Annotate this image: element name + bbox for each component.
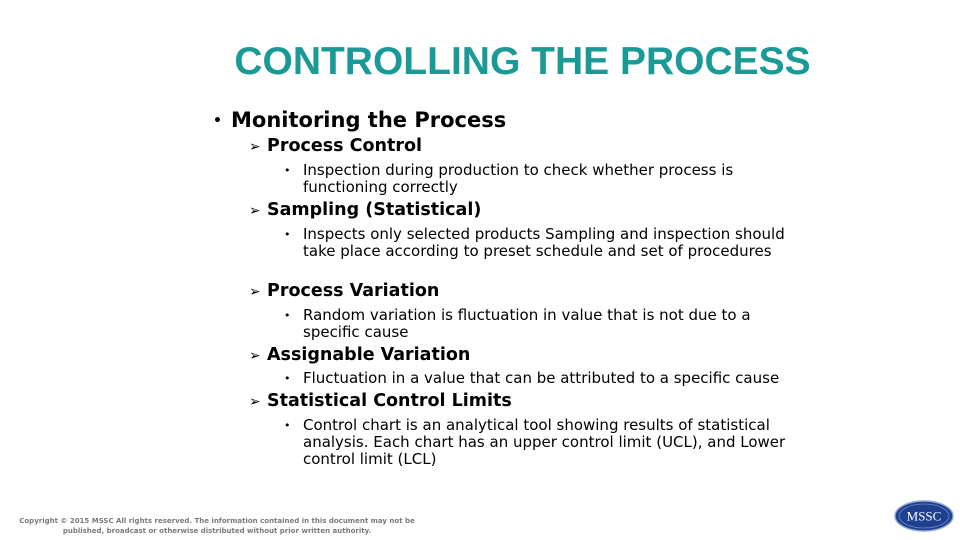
arrow-bullet-icon: ➢ <box>249 348 261 364</box>
bullet-dot-icon: • <box>284 164 291 177</box>
arrow-bullet-icon: ➢ <box>249 394 261 410</box>
bullet-dot-icon: • <box>284 228 291 241</box>
slide-title: CONTROLLING THE PROCESS <box>234 40 811 83</box>
section-heading-text: Process Variation <box>267 281 440 301</box>
section-body-text: Random variation is fluctuation in value that is not due to a specific cause <box>303 306 751 341</box>
section-body-text: Inspection during production to check whether process is functioning correctly <box>303 161 734 196</box>
section-heading-sampling <box>249 200 481 220</box>
section-text-control-limits <box>284 417 794 468</box>
section-text-sampling <box>284 226 794 260</box>
bullet-dot-icon: • <box>213 113 222 129</box>
bullet-dot-icon: • <box>284 419 291 432</box>
logo-text: MSSC <box>906 508 942 524</box>
arrow-bullet-icon: ➢ <box>249 139 261 155</box>
section-heading-process-variation <box>249 281 439 301</box>
copyright-footer: Copyright © 2015 MSSC All rights reserved. The information contained in this document may not be published, broadcast or otherwise distributed without prior written authority. <box>19 517 415 535</box>
section-heading-text: Assignable Variation <box>267 345 471 365</box>
bullet-dot-icon: • <box>284 372 291 385</box>
bullet-dot-icon: • <box>284 309 291 322</box>
section-body-text: Inspects only selected products Sampling and inspection should take place according to preset schedule and set of procedures <box>303 225 785 260</box>
arrow-bullet-icon: ➢ <box>249 203 261 219</box>
section-text-assignable-variation <box>284 370 824 387</box>
main-bullet <box>213 108 506 132</box>
main-bullet-text: Monitoring the Process <box>231 108 507 132</box>
arrow-bullet-icon: ➢ <box>249 284 261 300</box>
section-body-text: Fluctuation in a value that can be attributed to a specific cause <box>303 369 780 387</box>
section-heading-text: Statistical Control Limits <box>267 391 512 411</box>
section-heading-process-control <box>249 136 422 156</box>
section-heading-assignable-variation <box>249 345 470 365</box>
section-heading-text: Sampling (Statistical) <box>267 200 482 220</box>
section-text-process-control <box>284 162 794 196</box>
section-heading-text: Process Control <box>267 136 422 156</box>
section-heading-control-limits <box>249 391 512 411</box>
section-text-process-variation <box>284 307 794 341</box>
mssc-logo <box>894 500 954 532</box>
section-body-text: Control chart is an analytical tool showing results of statistical analysis. Each chart has an upper control limit (UCL), and Lower control limit (LCL) <box>303 416 786 468</box>
